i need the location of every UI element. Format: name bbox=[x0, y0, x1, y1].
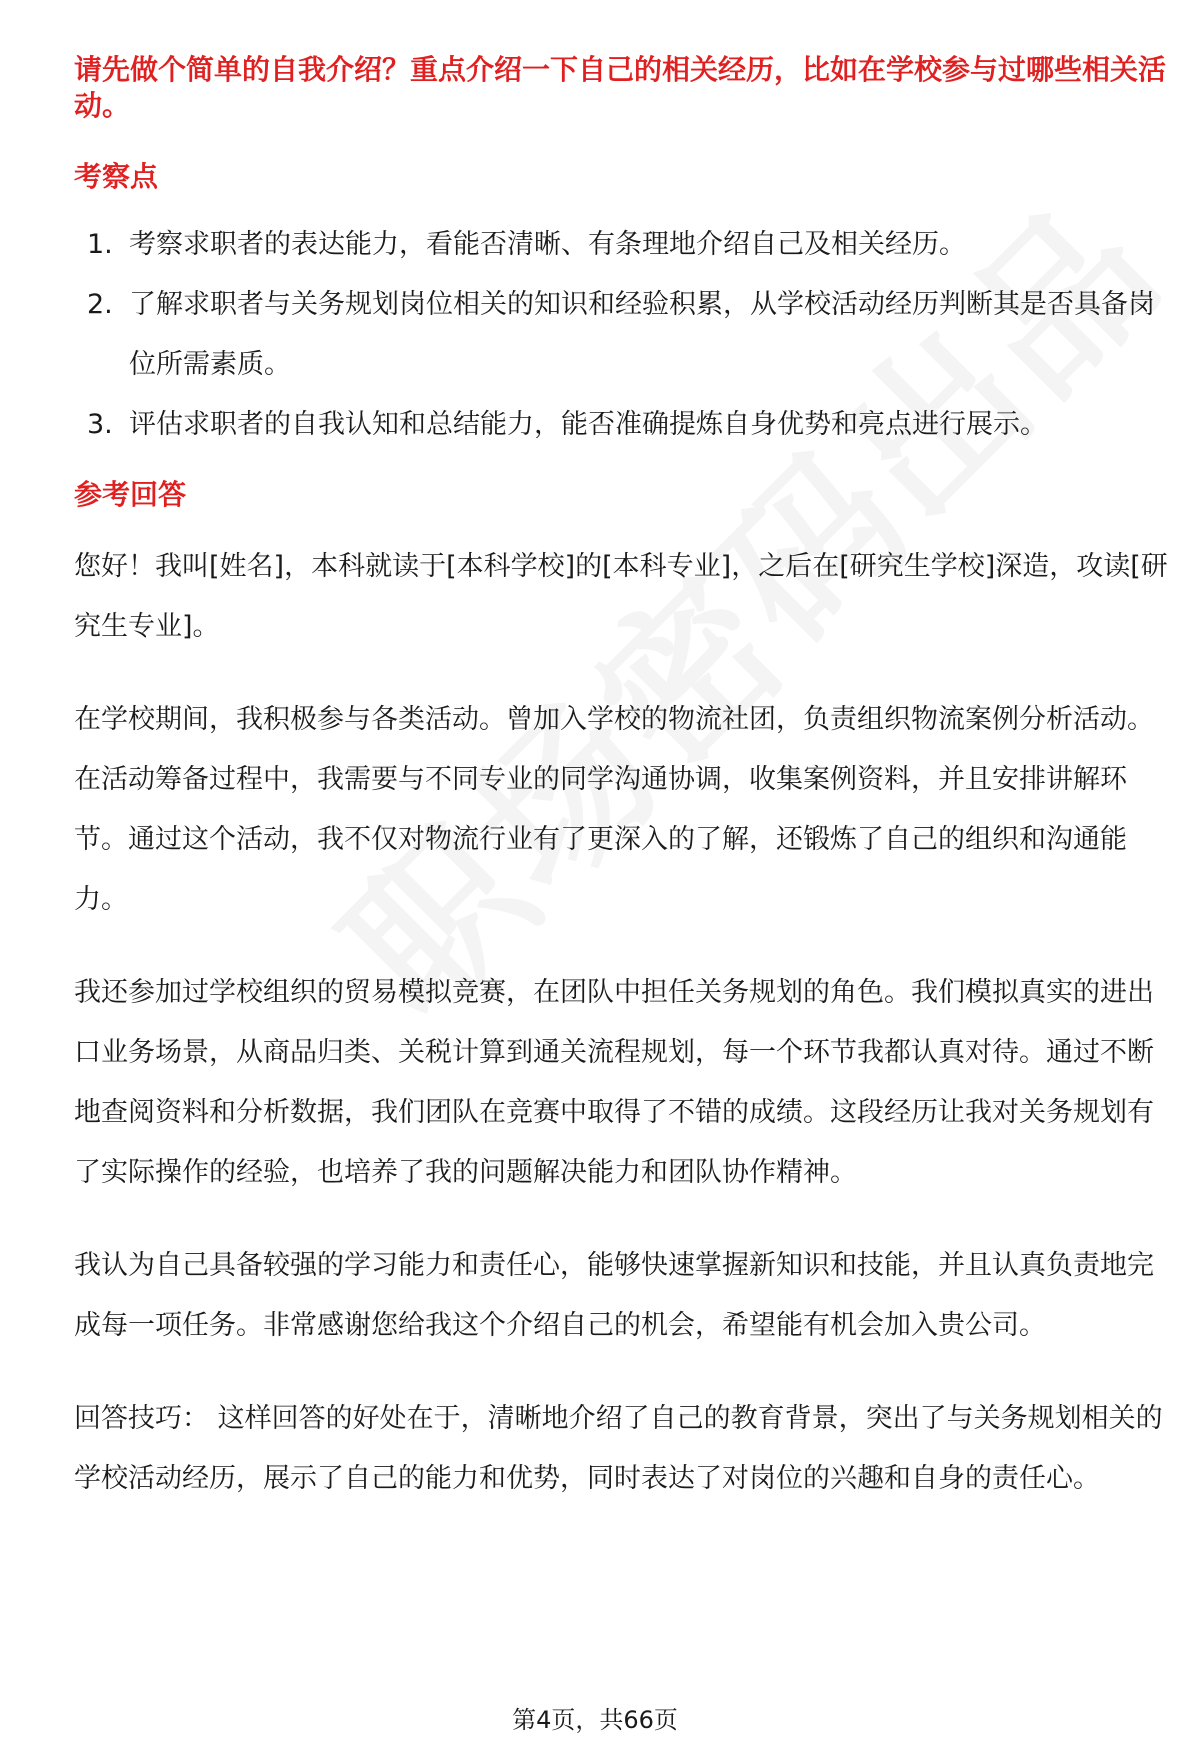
answer-paragraph: 我还参加过学校组织的贸易模拟竞赛，在团队中担任关务规划的角色。我们模拟真实的进出口业务场景，从商品归类、关税计算到通关流程规划，每一个环节我都认真对待。通过不断地查阅资料和分析数据，我们团队在竞赛中取得了不错的成绩。这段经历让我对关务规划有了实际操作的经验，也培养了我的问题解决能力和团队协作精神。 bbox=[74, 977, 1154, 1188]
list-item-text: 了解求职者与关务规划岗位相关的知识和经验积累，从学校活动经历判断其是否具备岗位所需素质。 bbox=[129, 289, 1155, 380]
focus-heading: 考察点 bbox=[74, 160, 159, 193]
list-number: 2. bbox=[87, 289, 113, 320]
list-item bbox=[74, 275, 1174, 395]
list-item bbox=[74, 395, 1174, 455]
page-footer: 第4页，共66页 bbox=[512, 1706, 678, 1734]
list-item bbox=[74, 215, 1174, 275]
answer-paragraph: 在学校期间，我积极参与各类活动。曾加入学校的物流社团，负责组织物流案例分析活动。在活动筹备过程中，我需要与不同专业的同学沟通协调，收集案例资料，并且安排讲解环节。通过这个活动，我不仅对物流行业有了更深入的了解，还锻炼了自己的组织和沟通能力。 bbox=[74, 704, 1154, 915]
question-title: 请先做个简单的自我介绍？重点介绍一下自己的相关经历，比如在学校参与过哪些相关活动。 bbox=[74, 53, 1167, 122]
answer-tips-paragraph: 回答技巧： 这样回答的好处在于，清晰地介绍了自己的教育背景，突出了与关务规划相关的学校活动经历，展示了自己的能力和优势，同时表达了对岗位的兴趣和自身的责任心。 bbox=[74, 1403, 1163, 1494]
answer-paragraph: 我认为自己具备较强的学习能力和责任心，能够快速掌握新知识和技能，并且认真负责地完成每一项任务。非常感谢您给我这个介绍自己的机会，希望能有机会加入贵公司。 bbox=[74, 1250, 1154, 1341]
list-number: 1. bbox=[87, 229, 113, 260]
page-content bbox=[74, 52, 1174, 1509]
list-item-text: 考察求职者的表达能力，看能否清晰、有条理地介绍自己及相关经历。 bbox=[129, 229, 966, 260]
answer-heading: 参考回答 bbox=[74, 478, 187, 511]
list-item-text: 评估求职者的自我认知和总结能力，能否准确提炼自身优势和亮点进行展示。 bbox=[129, 409, 1047, 440]
answer-paragraph: 您好！我叫[姓名]，本科就读于[本科学校]的[本科专业]，之后在[研究生学校]深造，攻读[研究生专业]。 bbox=[74, 551, 1168, 642]
list-number: 3. bbox=[87, 409, 113, 440]
focus-list bbox=[74, 215, 1174, 455]
